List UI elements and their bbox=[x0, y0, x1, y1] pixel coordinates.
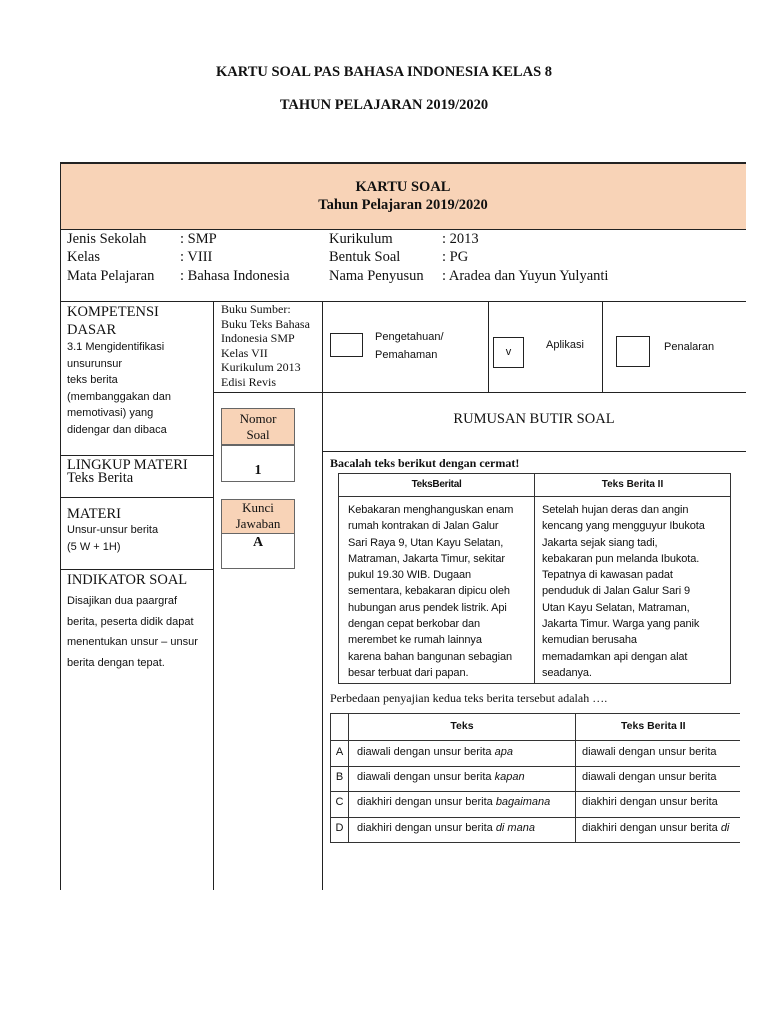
option-letter[interactable]: A bbox=[335, 746, 344, 758]
lingkup-materi-title: LINGKUP MATERI bbox=[67, 457, 188, 473]
nomor-soal-label: Nomor Soal bbox=[221, 408, 295, 446]
buku-sumber: Buku Sumber: Buku Teks Bahasa Indonesia SMP Kelas VII Kurikulum 2013 Edisi Revis bbox=[221, 302, 310, 389]
option-text-2[interactable]: diakhiri dengan unsur berita bbox=[582, 796, 718, 808]
kunci-jawaban-label: Kunci Jawaban bbox=[221, 499, 295, 534]
divider bbox=[602, 301, 603, 392]
divider bbox=[60, 455, 213, 456]
divider bbox=[322, 301, 323, 890]
option-text-1[interactable]: diakhiri dengan unsur berita bagaimana bbox=[357, 796, 551, 808]
indikator-soal-title: INDIKATOR SOAL bbox=[67, 572, 188, 588]
divider bbox=[213, 392, 322, 393]
jenis-sekolah-label: Jenis Sekolah bbox=[67, 231, 147, 247]
aplikasi-label: Aplikasi bbox=[546, 339, 584, 351]
pengetahuan-checkbox[interactable] bbox=[330, 333, 363, 357]
penalaran-checkbox[interactable] bbox=[616, 336, 650, 367]
lingkup-materi-value: Teks Berita bbox=[67, 470, 134, 486]
news-text-1: Kebakaran menghanguskan enam rumah kontrakan di Jalan Galur Sari Raya 9, Utan Kayu Selatan, Matraman, Jakarta Timur, sekitar pukul 19.30 WIB. Dugaan sementara, kebakaran dipicu oleh hubungan arus pendek listrik. Api dengan cepat berkobar dan merembet ke rumah lainnya karena bahan bangunan sebagian besar terbuat dari papan. bbox=[348, 504, 514, 679]
kurikulum-value: : 2013 bbox=[442, 231, 479, 247]
option-text-1[interactable]: diakhiri dengan unsur berita di mana bbox=[357, 822, 535, 834]
option-letter[interactable]: C bbox=[335, 796, 344, 808]
kurikulum-label: Kurikulum bbox=[329, 231, 393, 247]
divider bbox=[60, 497, 213, 498]
bentuk-soal-label: Bentuk Soal bbox=[329, 249, 401, 265]
divider bbox=[488, 301, 489, 392]
divider bbox=[322, 451, 746, 452]
question-prompt: Perbedaan penyajian kedua teks berita tersebut adalah …. bbox=[330, 691, 608, 705]
rumusan-butir-soal: RUMUSAN BUTIR SOAL bbox=[453, 411, 615, 427]
mapel-label: Mata Pelajaran bbox=[67, 268, 155, 284]
kelas-label: Kelas bbox=[67, 249, 101, 265]
card-header-band bbox=[60, 163, 746, 229]
indikator-soal-text: Disajikan dua paargraf berita, peserta didik dapat menentukan unsur – unsur berita dengan tepat. bbox=[67, 595, 198, 669]
option-letter[interactable]: D bbox=[335, 822, 344, 834]
pengetahuan-label: Pengetahuan/ Pemahaman bbox=[375, 331, 444, 361]
divider bbox=[60, 229, 746, 230]
card-subtitle: Tahun Pelajaran 2019/2020 bbox=[318, 197, 488, 213]
kompetensi-dasar-text: 3.1 Mengidentifikasi unsurunsur teks berita (membanggakan dan memotivasi) yang didengar dan dibaca bbox=[67, 341, 171, 436]
option-text-2[interactable]: diakhiri dengan unsur berita di bbox=[582, 822, 730, 834]
divider bbox=[60, 569, 213, 570]
question-instruction: Bacalah teks berikut dengan cermat! bbox=[330, 456, 520, 470]
frame-left bbox=[60, 162, 61, 890]
news-text-2: Setelah hujan deras dan angin kencang yang mengguyur Ibukota Jakarta sejak siang tadi, kebakaran pun melanda Ibukota. Tepatnya di kawasan padat penduduk di Jalan Galur Sari 9 Utan Kayu Selatan, Matraman, Jakarta Timur. Warga yang panik kemudian berusaha memadamkan api dengan alat seadanya. bbox=[542, 504, 705, 679]
frame-top bbox=[60, 162, 746, 164]
option-text-1[interactable]: diawali dengan unsur berita apa bbox=[357, 746, 513, 758]
options-table bbox=[330, 713, 740, 843]
divider bbox=[60, 301, 746, 302]
kunci-jawaban-value: A bbox=[221, 533, 295, 569]
document-title: KARTU SOAL PAS BAHASA INDONESIA KELAS 8 bbox=[215, 64, 553, 80]
penyusun-label: Nama Penyusun bbox=[329, 268, 424, 284]
penalaran-label: Penalaran bbox=[664, 341, 715, 353]
divider bbox=[213, 301, 214, 890]
option-text-2[interactable]: diawali dengan unsur berita bbox=[582, 771, 717, 783]
materi-text: Unsur-unsur berita (5 W + 1H) bbox=[67, 524, 159, 553]
news-table bbox=[338, 473, 731, 684]
document-year: TAHUN PELAJARAN 2019/2020 bbox=[279, 97, 489, 113]
kompetensi-dasar-title: KOMPETENSI DASAR bbox=[67, 304, 159, 338]
card-title: KARTU SOAL bbox=[355, 179, 451, 195]
news-col1-header: TeksBerital bbox=[411, 479, 462, 490]
materi-title: MATERI bbox=[67, 506, 121, 522]
option-text-2[interactable]: diawali dengan unsur berita bbox=[582, 746, 717, 758]
penyusun-value: : Aradea dan Yuyun Yulyanti bbox=[442, 268, 609, 284]
aplikasi-checkbox[interactable]: v bbox=[493, 337, 524, 368]
options-header-1: Teks bbox=[450, 720, 474, 732]
option-text-1[interactable]: diawali dengan unsur berita kapan bbox=[357, 771, 525, 783]
mapel-value: : Bahasa Indonesia bbox=[180, 268, 290, 284]
bentuk-soal-value: : PG bbox=[442, 249, 469, 265]
nomor-soal-value: 1 bbox=[221, 444, 295, 482]
news-col2-header: Teks Berita II bbox=[601, 479, 664, 490]
jenis-sekolah-value: : SMP bbox=[180, 231, 217, 247]
options-header-2: Teks Berita II bbox=[621, 720, 686, 732]
option-letter[interactable]: B bbox=[335, 771, 344, 783]
kelas-value: : VIII bbox=[180, 249, 213, 265]
divider bbox=[322, 392, 746, 393]
